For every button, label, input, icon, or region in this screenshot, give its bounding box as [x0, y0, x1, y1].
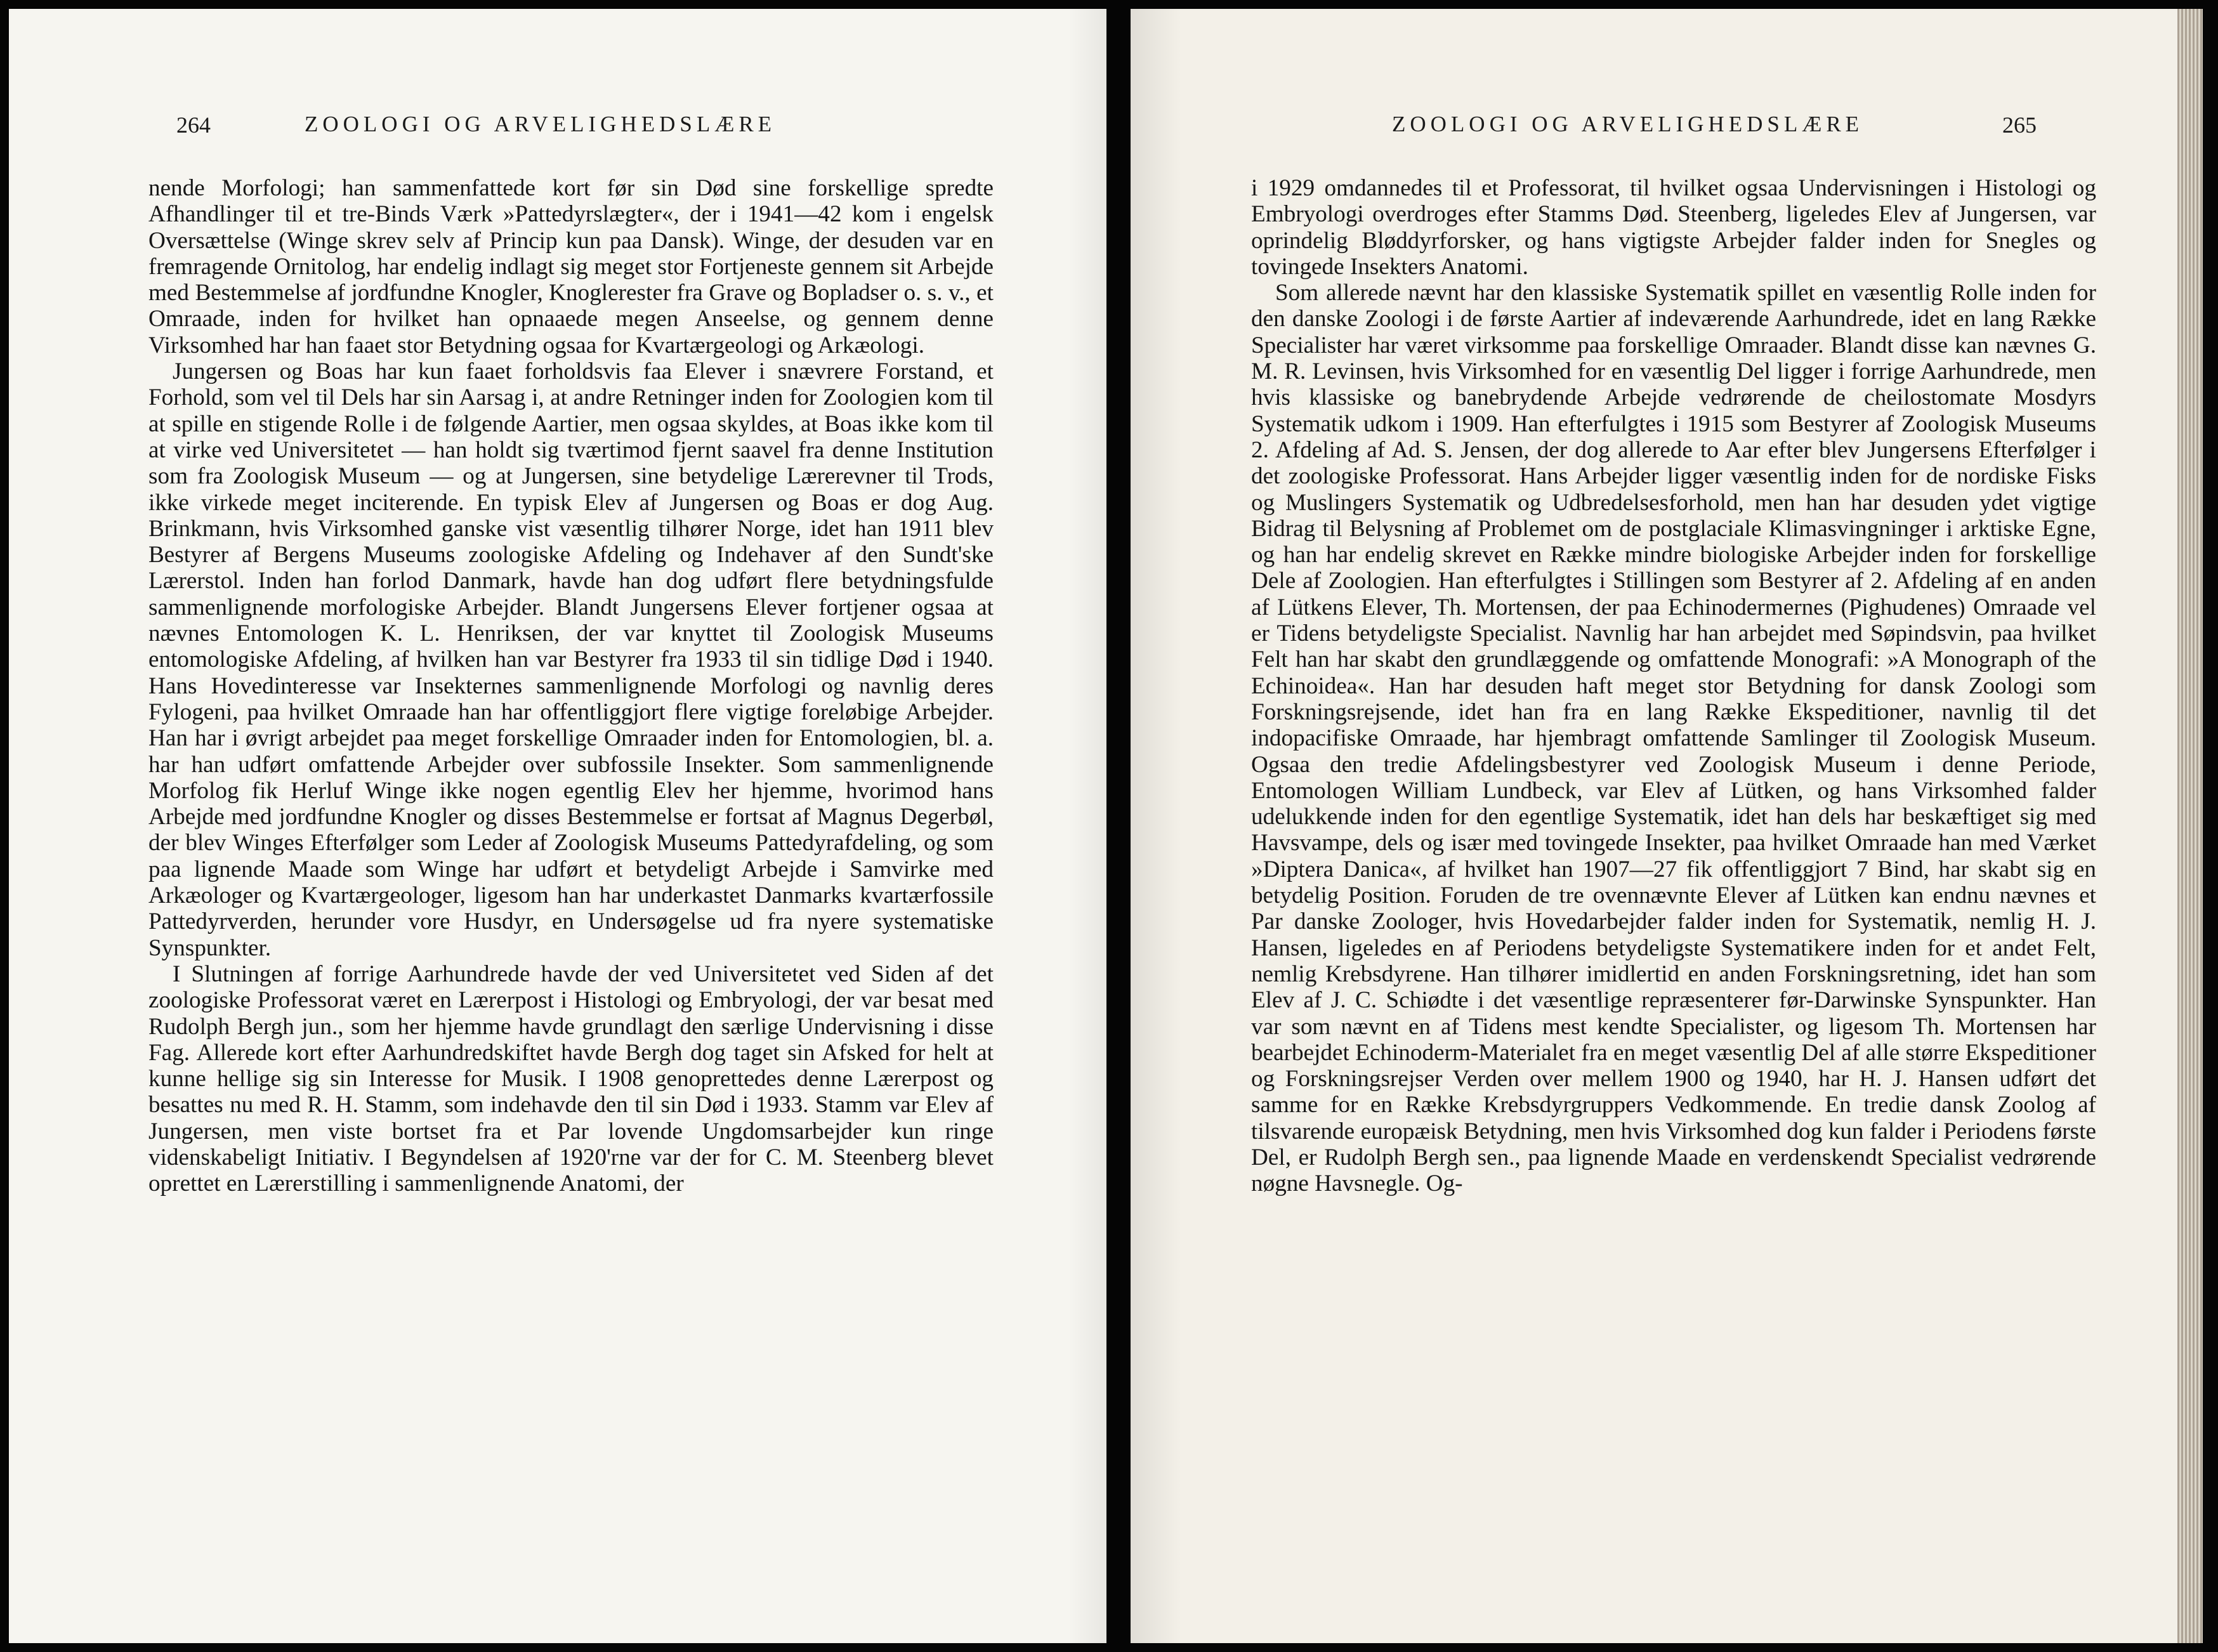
gutter-shadow: [1068, 9, 1106, 1643]
paragraph: I Slutningen af forrige Aarhundrede havde der ved Universitetet ved Siden af det zoologiske Professorat været en Lærerpost i Histologi og Embryologi, der var besat med Rudolph Bergh jun., som her hjemme havde grundlagt den særlige Undervisning i disse Fag. Allerede kort efter Aarhundredskiftet havde Bergh dog taget sin Afsked for helt at kunne hellige sig sin Interesse for Musik. I 1908 genoprettedes denne Lærerpost og besattes nu med R. H. Stamm, som indehavde den til sin Død i 1933. Stamm var Elev af Jungersen, men viste bortset fra et Par lovende Ungdomsarbejder kun ringe videnskabeligt Initiativ. I Begyndelsen af 1920'rne var der for C. M. Steenberg blevet oprettet en Lærerstilling i sammenlignende Anatomi, der: [148, 960, 994, 1197]
page-number-right: 265: [2002, 112, 2037, 138]
left-page: [9, 9, 1106, 1643]
running-head-left: ZOOLOGI OG ARVELIGHEDSLÆRE: [305, 112, 777, 136]
paragraph: Jungersen og Boas har kun faaet forholdsvis faa Elever i snævrere Forstand, et Forhold, som vel til Dels har sin Aarsag i, at andre Retninger inden for Zoologien kom til at spille en stigende Rolle i de følgende Aartier, men ogsaa skyldes, at Boas ikke kom til at virke ved Universitetet — han holdt sig tværtimod fjernt saavel fra denne Institution som fra Zoologisk Museum — og at Jungersen, sine betydelige Lærerevner til Trods, ikke virkede meget inciterende. En typisk Elev af Jungersen og Boas er dog Aug. Brinkmann, hvis Virksomhed ganske vist væsentlig tilhører Norge, idet han 1911 blev Bestyrer af Bergens Museums zoologiske Afdeling og Indehaver af den Sundt'ske Lærerstol. Inden han forlod Danmark, havde han dog udført flere betydningsfulde sammenlignende morfologiske Arbejder. Blandt Jungersens Elever fortjener ogsaa at nævnes Entomologen K. L. Henriksen, der var knyttet til Zoologisk Museums entomologiske Afdeling, af hvilken han var Bestyrer fra 1933 til sin tidlige Død i 1940. Hans Hovedinteresse var Insekternes sammenlignende Morfologi og navnlig deres Fylogeni, paa hvilket Omraade han har offentliggjort flere vigtige foreløbige Arbejder. Han har i øvrigt arbejdet paa meget forskellige Omraader inden for Entomologien, bl. a. har han udført omfattende Arbejder over subfossile Insekter. Som sammenlignende Morfolog fik Herluf Winge ikke nogen egentlig Elev her hjemme, hvorimod hans Arbejde med jordfundne Knogler og disses Bestemmelse er fortsat af Magnus Degerbøl, der blev Winges Efterfølger som Leder af Zoologisk Museums Pattedyrafdeling, og som paa lignende Maade som Winge har udført et betydeligt Arbejde i Samvirke med Arkæologer og Kvartærgeologer, ligesom han har underkastet Danmarks kvartærfossile Pattedyrverden, herunder vore Husdyr, en Undersøgelse ud fra nyere systematiske Synspunkter.: [148, 358, 994, 961]
right-page-body: [1251, 175, 2096, 1197]
page-number-left: 264: [176, 112, 211, 138]
gutter-shadow: [1131, 9, 1181, 1643]
running-head-right: ZOOLOGI OG ARVELIGHEDSLÆRE: [1392, 112, 1864, 136]
paragraph: Som allerede nævnt har den klassiske Systematik spillet en væsentlig Rolle inden for den danske Zoologi i de første Aartier af indeværende Aarhundrede, idet en lang Række Specialister har været virksomme paa forskellige Omraader. Blandt disse kan nævnes G. M. R. Levinsen, hvis Virksomhed for en væsentlig Del ligger i forrige Aarhundrede, men hvis klassiske og banebrydende Arbejde vedrørende de cheilostomate Mosdyrs Systematik udkom i 1909. Han efterfulgtes i 1915 som Bestyrer af Zoologisk Museums 2. Afdeling af Ad. S. Jensen, der dog allerede to Aar efter blev Jungersens Efterfølger i det zoologiske Professorat. Hans Arbejder ligger væsentlig inden for de nordiske Fisks og Muslingers Systematik og Udbredelsesforhold, men han har desuden ydet vigtige Bidrag til Belysning af Problemet om de postglaciale Klimasvingninger i arktiske Egne, og han har endelig skrevet en Række mindre biologiske Arbejder inden for forskellige Dele af Zoologien. Han efterfulgtes i Stillingen som Bestyrer af 2. Afdeling af en anden af Lütkens Elever, Th. Mortensen, der paa Echinodermernes (Pighudenes) Omraade vel er Tidens betydeligste Specialist. Navnlig har han arbejdet med Søpindsvin, paa hvilket Felt han har skabt den grundlæggende og omfattende Monografi: »A Monograph of the Echinoidea«. Han har desuden haft meget stor Betydning for dansk Zoologi som Forskningsrejsende, idet han fra en lang Række Ekspeditioner, navnlig til det indopacifiske Omraade, har hjembragt omfattende Samlinger til Zoologisk Museum. Ogsaa den tredie Afdelingsbestyrer ved Zoologisk Museum i denne Periode, Entomologen William Lundbeck, var Elev af Lütken, og hans Virksomhed falder udelukkende inden for den egentlige Systematik, idet han dels har beskæftiget sig med Havsvampe, dels og især med tovingede Insekter, paa hvilket Omraade han med Værket »Diptera Danica«, af hvilket han 1907—27 fik offentliggjort 7 Bind, har skabt sig en betydelig Position. Foruden de tre ovennævnte Elever af Lütken kan endnu nævnes et Par danske Zoologer, hvis Hovedarbejder falder inden for Systematik, nemlig H. J. Hansen, ligeledes en af Periodens betydeligste Systematikere inden for et andet Felt, nemlig Krebsdyrene. Han tilhører imidlertid en anden Forskningsretning, idet han som Elev af J. C. Schiødte i det væsentlige repræsenterer før-Darwinske Synspunkter. Han var som nævnt en af Tidens mest kendte Specialister, og ligesom Th. Mortensen har bearbejdet Echinoderm-Materialet fra en meget væsentlig Del af alle større Ekspeditioner og Forskningsrejser Verden over mellem 1900 og 1940, har H. J. Hansen udført det samme for en Række Krebsdyrgruppers Vedkommende. En tredie dansk Zoolog af tilsvarende europæisk Betydning, men hvis Virksomhed dog kun falder i Periodens første Del, er Rudolph Bergh sen., paa lignende Maade en verdenskendt Specialist vedrørende nøgne Havsnegle. Og-: [1251, 280, 2097, 1197]
left-page-body: [148, 175, 994, 1197]
right-page: [1131, 9, 2203, 1643]
paragraph: i 1929 omdannedes til et Professorat, til hvilket ogsaa Undervisningen i Histologi og Embryologi overdroges efter Stamms Død. Steenberg, ligeledes Elev af Jungersen, var oprindelig Bløddyrforsker, og hans vigtigste Arbejder falder inden for Snegles og tovingede Insekters Anatomi.: [1251, 175, 2096, 280]
page-edge: [2177, 9, 2203, 1643]
paragraph: nende Morfologi; han sammenfattede kort før sin Død sine forskellige spredte Afhandlinger til et tre-Binds Værk »Pattedyrslægter«, der i 1941—42 kom i engelsk Oversættelse (Winge skrev selv af Princip kun paa Dansk). Winge, der desuden var en fremragende Ornitolog, har endelig indlagt sig meget stor Fortjeneste gennem sit Arbejde med Bestemmelse af jordfundne Knogler, Knoglerester fra Grave og Bopladser o. s. v., et Omraade, inden for hvilket han opnaaede megen Anseelse, og gennem denne Virksomhed har han faaet stor Betydning ogsaa for Kvartærgeologi og Arkæologi.: [148, 175, 994, 358]
